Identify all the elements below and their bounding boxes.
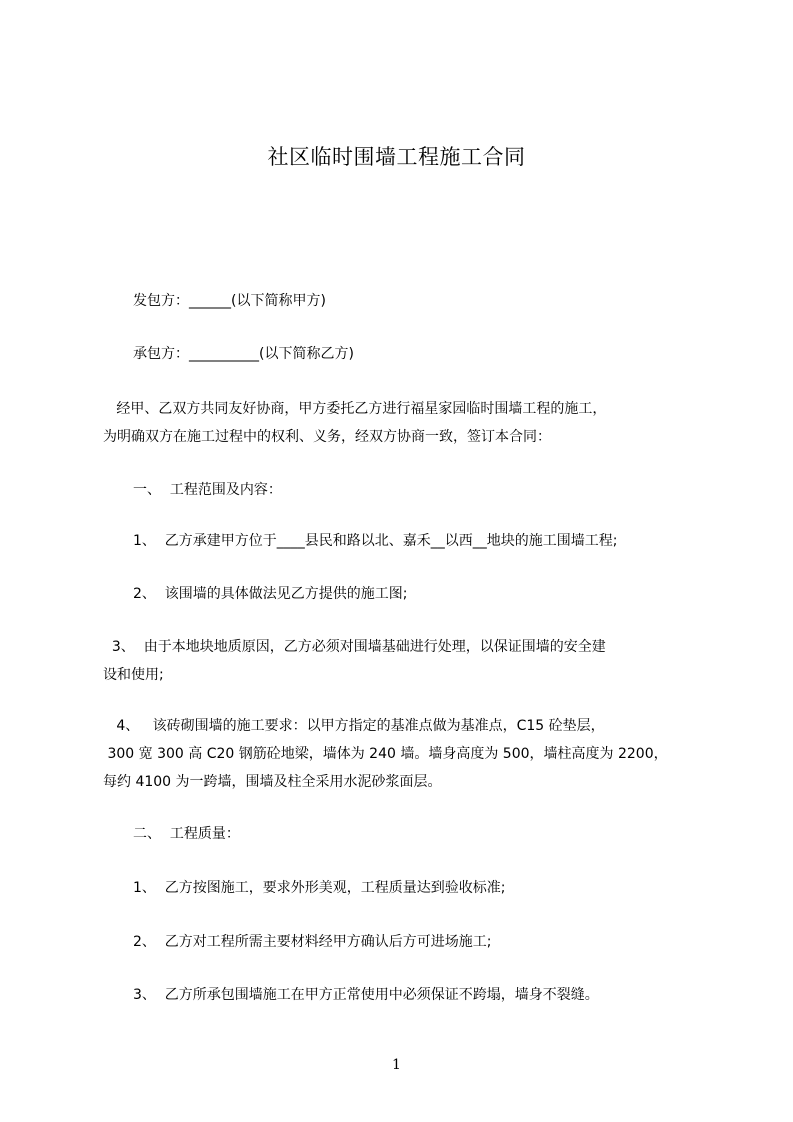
section-1-item-3-line-1: 3、 由于本地块地质原因，乙方必须对围墙基础进行处理，以保证围墙的安全建 <box>103 639 606 655</box>
section-2-heading: 二、 工程质量： <box>133 826 240 842</box>
section-1-item-4-line-2: 300 宽 300 高 C20 钢筋砼地梁，墙体为 240 墙。墙身高度为 500，墙柱高度为 2200， <box>103 746 668 762</box>
section-2-item-3: 3、 乙方所承包围墙施工在甲方正常使用中必须保证不跨塌，墙身不裂缝。 <box>133 987 599 1003</box>
document-title: 社区临时围墙工程施工合同 <box>267 145 526 169</box>
section-1-item-4-line-1: 4、 该砖砌围墙的施工要求：以甲方指定的基准点做为基准点，C15 砼垫层， <box>103 718 605 734</box>
intro-paragraph-line-2: 为明确双方在施工过程中的权利、义务，经双方协商一致，签订本合同： <box>103 429 551 445</box>
section-1-item-4-line-3: 每约 4100 为一跨墙，围墙及柱全采用水泥砂浆面层。 <box>103 774 442 790</box>
section-1-item-1: 1、 乙方承建甲方位于____县民和路以北、嘉禾__以西__地块的施工围墙工程; <box>133 533 618 549</box>
party-a-line: 发包方：______(以下简称甲方) <box>133 293 326 309</box>
section-2-item-1: 1、 乙方按图施工，要求外形美观，工程质量达到验收标准; <box>133 880 506 896</box>
page-number: 1 <box>392 1057 401 1073</box>
party-b-line: 承包方：__________(以下简称乙方) <box>133 346 354 362</box>
section-1-item-2: 2、 该围墙的具体做法见乙方提供的施工图; <box>133 586 408 602</box>
intro-paragraph-line-1: 经甲、乙双方共同友好协商，甲方委托乙方进行福星家园临时围墙工程的施工， <box>103 401 607 417</box>
section-1-heading: 一、 工程范围及内容： <box>133 482 282 498</box>
section-1-item-3-line-2: 设和使用; <box>103 667 164 683</box>
section-2-item-2: 2、 乙方对工程所需主要材料经甲方确认后方可进场施工; <box>133 934 492 950</box>
